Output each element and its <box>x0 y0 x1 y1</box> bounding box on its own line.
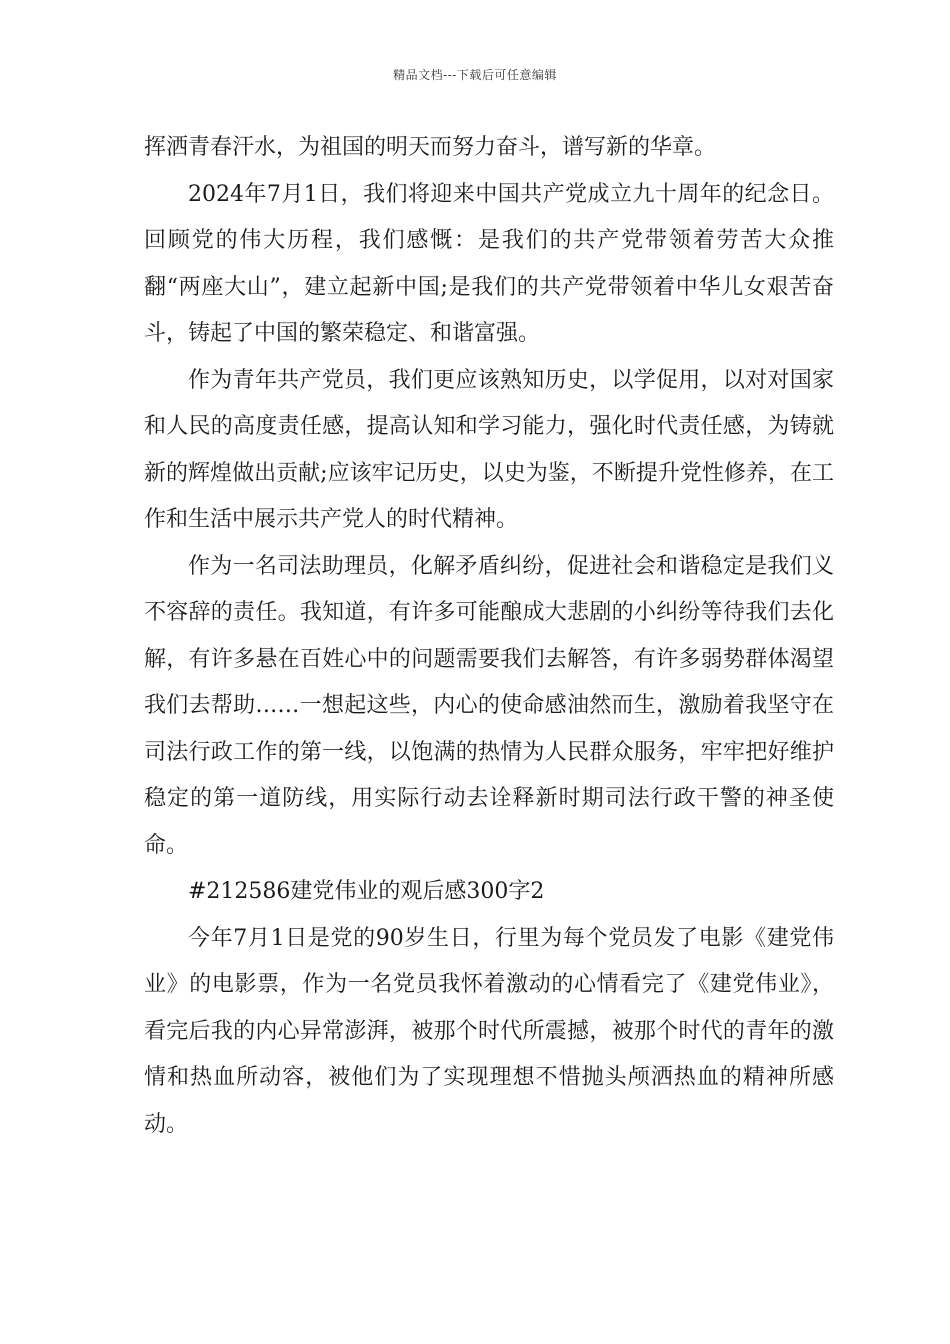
paragraph-judicial-assistant: 作为一名司法助理员，化解矛盾纠纷，促进社会和谐稳定是我们义不容辞的责任。我知道，有许多可能酿成大悲剧的小纠纷等待我们去化解，有许多悬在百姓心中的问题需要我们去解答，有许多弱势群体渴望我们去帮助……一想起这些，内心的使命感油然而生，激励着我坚守在司法行政工作的第一线，以饱满的热情为人民群众服务，牢牢把好维护稳定的第一道防线，用实际行动去诠释新时期司法行政干警的神圣使命。 <box>144 553 834 858</box>
page-header: 精品文档---下载后可任意编辑 <box>393 68 557 82</box>
paragraph-young-members: 作为青年共产党员，我们更应该熟知历史，以学促用，以对对国家和人民的高度责任感，提高认知和学习能力，强化时代责任感，为铸就新的辉煌做出贡献;应该牢记历史，以史为鉴，不断提升党性修养，在工作和生活中展示共产党人的时代精神。 <box>144 367 834 532</box>
section-heading: #212586建党伟业的观后感300字2 <box>188 879 545 904</box>
paragraph-anniversary: 2024年7月1日，我们将迎来中国共产党成立九十周年的纪念日。回顾党的伟大历程，我们感慨：是我们的共产党带领着劳苦大众推翻“两座大山”，建立起新中国;是我们的共产党带领着中华儿女艰苦奋斗，铸起了中国的繁荣稳定、和谐富强。 <box>144 181 834 346</box>
paragraph-continuation: 挥洒青春汗水，为祖国的明天而努力奋斗，谱写新的华章。 <box>144 135 717 160</box>
paragraph-movie: 今年7月1日是党的90岁生日，行里为每个党员发了电影《建党伟业》的电影票，作为一名党员我怀着激动的心情看完了《建党伟业》，看完后我的内心异常澎湃，被那个时代所震撼，被那个时代的青年的激情和热血所动容，被他们为了实现理想不惜抛头颅洒热血的精神所感动。 <box>144 925 834 1137</box>
document-body <box>144 125 834 1148</box>
